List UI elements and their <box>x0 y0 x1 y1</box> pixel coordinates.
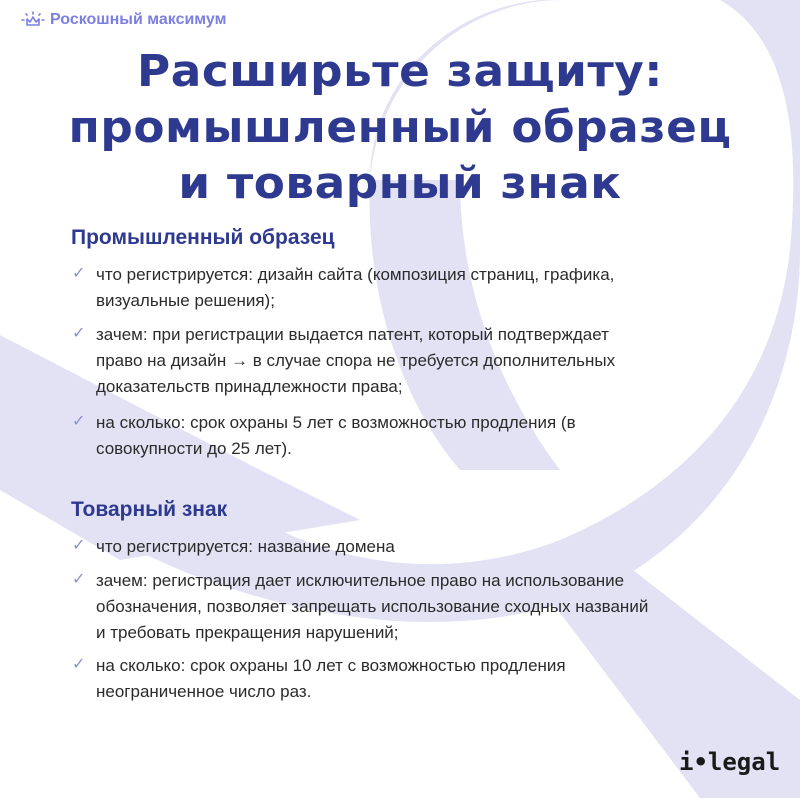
item-text: визуальные решения); <box>96 291 275 310</box>
item-text: право на дизайн → в случае спора не требуется дополнительных <box>96 351 616 370</box>
item-text: совокупности до 25 лет). <box>96 439 292 458</box>
item-text: зачем: при регистрации выдается патент, который подтверждает <box>96 325 609 344</box>
item-text: доказательств принадлежности права; <box>96 377 403 396</box>
item-text: что регистрируется: дизайн сайта (композиция страниц, графика, <box>96 265 615 284</box>
list-item <box>72 534 752 560</box>
list-item <box>72 568 752 646</box>
check-icon: ✓ <box>72 411 86 430</box>
title-line: Расширьте защиту: <box>137 46 663 97</box>
item-text: на сколько: срок охраны 5 лет с возможностью продления (в <box>96 413 576 432</box>
item-text: зачем: регистрация дает исключительное право на использование <box>96 571 625 590</box>
section-heading-industrial-design: Промышленный образец <box>71 226 335 249</box>
item-text: на сколько: срок охраны 10 лет с возможностью продления <box>96 656 566 675</box>
check-icon: ✓ <box>72 654 86 673</box>
check-icon: ✓ <box>72 535 86 554</box>
ilegal-logo: i•legal <box>679 748 781 776</box>
list-item <box>72 410 752 462</box>
item-text: что регистрируется: название домена <box>96 537 395 556</box>
brand-header <box>20 11 226 29</box>
check-icon: ✓ <box>72 323 86 342</box>
list-item <box>72 322 752 400</box>
list-item <box>72 262 752 314</box>
check-icon: ✓ <box>72 263 86 282</box>
crown-icon <box>20 11 46 29</box>
check-icon: ✓ <box>72 569 86 588</box>
page-title <box>0 44 800 212</box>
item-text: обозначения, позволяет запрещать использование сходных названий <box>96 597 649 616</box>
title-line: промышленный образец <box>68 102 732 153</box>
section-heading-trademark: Товарный знак <box>71 498 228 521</box>
title-line: и товарный знак <box>178 158 622 209</box>
list-item <box>72 653 752 705</box>
item-text: неограниченное число раз. <box>96 682 312 701</box>
item-text: и требовать прекращения нарушений; <box>96 623 399 642</box>
brand-label: Роскошный максимум <box>50 11 227 28</box>
